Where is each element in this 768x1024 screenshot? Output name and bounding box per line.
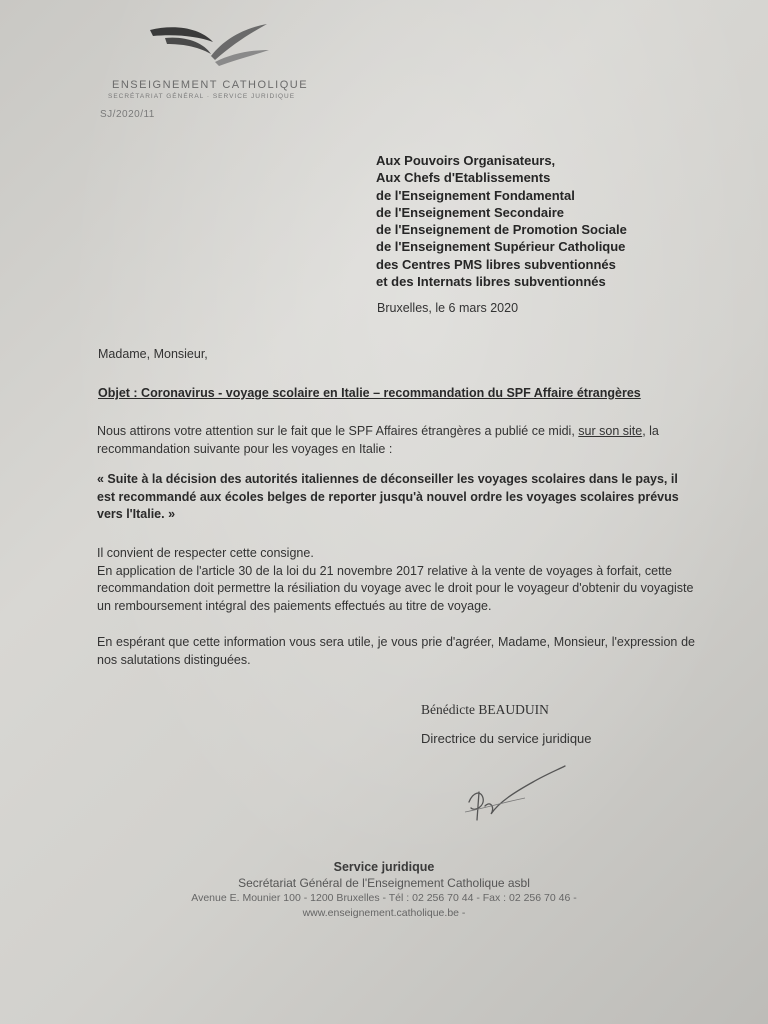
salutation: Madame, Monsieur, — [98, 347, 208, 361]
legal-line-2: En application de l'article 30 de la loi du 21 novembre 2017 relative à la vente de voyages à forfait, cette recommandation doit permettre la résiliation du voyage avec le droit pour le voyageur d'obtenir du voyagiste un remboursement intégral des paiements effectués au titre de voyage. — [97, 563, 694, 613]
body-paragraph-closing: En espérant que cette information vous sera utile, je vous prie d'agréer, Madame, Monsieur, l'expression de nos salutations distinguées. — [97, 635, 695, 667]
intro-text-before: Nous attirons votre attention sur le fait que le SPF Affaires étrangères a publié ce midi, — [97, 424, 579, 438]
signer-title: Directrice du service juridique — [421, 731, 592, 746]
spf-site-link[interactable]: sur son site — [578, 424, 643, 438]
footer-address: Avenue E. Mounier 100 - 1200 Bruxelles - Tél : 02 256 70 44 - Fax : 02 256 70 46 - — [191, 892, 577, 904]
handwritten-signature — [455, 762, 575, 828]
intro-text-after: , la recommandation suivante pour les voyages en Italie : — [97, 424, 659, 456]
recipient-line: de l'Enseignement Secondaire — [376, 204, 565, 220]
footer-organization: Secrétariat Général de l'Enseignement Catholique asbl — [238, 876, 530, 890]
organization-name: ENSEIGNEMENT CATHOLIQUE — [112, 79, 309, 91]
body-paragraph-legal — [97, 545, 695, 615]
body-paragraph-quote: « Suite à la décision des autorités italiennes de déconseiller les voyages scolaires dans le pays, il est recommandé aux écoles belges de reporter jusqu'à nouvel ordre les voyages scolaires prévus vers l'Italie. » — [97, 472, 679, 521]
signer-name: Bénédicte BEAUDUIN — [421, 702, 549, 717]
recipient-line: Aux Pouvoirs Organisateurs, — [376, 153, 556, 168]
recipient-line: Aux Chefs d'Etablissements — [376, 170, 551, 186]
legal-line-1: Il convient de respecter cette consigne. — [97, 546, 314, 560]
recipient-line: et des Internats libres subventionnés — [376, 274, 606, 290]
enseignement-catholique-logo — [145, 20, 275, 72]
recipient-line: de l'Enseignement Supérieur Catholique — [376, 239, 626, 255]
organization-subtitle: SECRÉTARIAT GÉNÉRAL · SERVICE JURIDIQUE — [108, 93, 296, 100]
recipient-line: des Centres PMS libres subventionnés — [376, 256, 616, 272]
subject-line: Objet : Coronavirus - voyage scolaire en Italie – recommandation du SPF Affaire étrangères — [98, 386, 641, 400]
recipient-line: de l'Enseignement de Promotion Sociale — [376, 222, 627, 238]
footer-service: Service juridique — [333, 860, 435, 874]
recipient-line: de l'Enseignement Fondamental — [376, 187, 575, 203]
footer-website: www.enseignement.catholique.be - — [302, 907, 466, 919]
body-paragraph-intro — [97, 423, 695, 458]
place-date: Bruxelles, le 6 mars 2020 — [377, 301, 519, 315]
reference-number: SJ/2020/11 — [100, 109, 155, 120]
recipients-block — [376, 152, 627, 290]
